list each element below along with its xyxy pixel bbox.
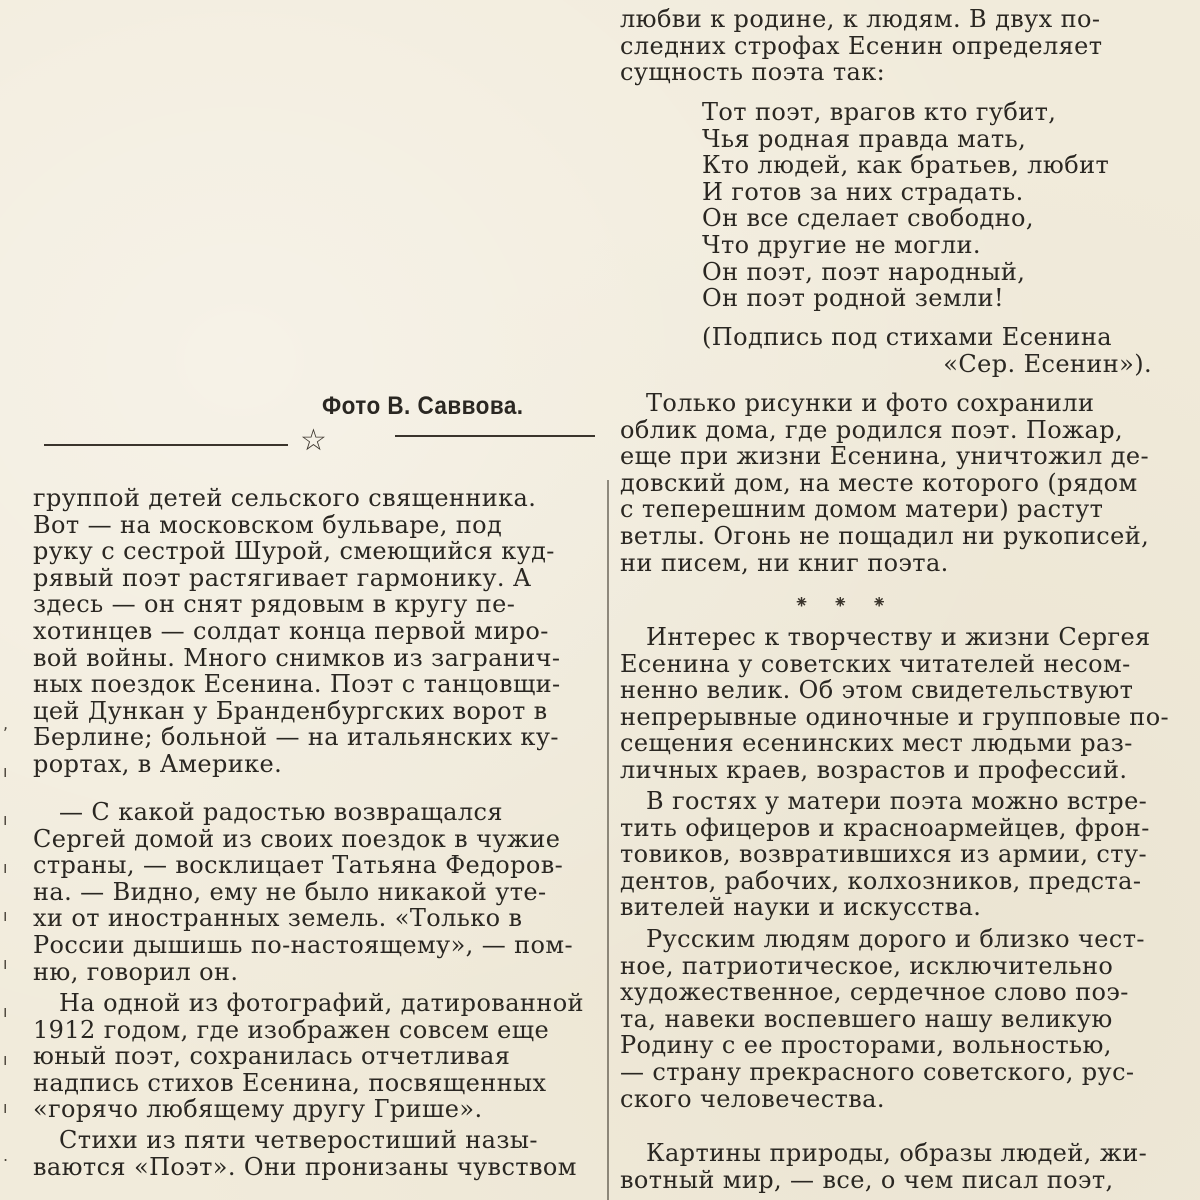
- left-paragraph-4: Стихи из пяти четверостиший назы- ваются «Поэт». Они пронизаны чувством: [33, 1126, 577, 1181]
- signature-line-2: «Сер. Есенин»).: [943, 349, 1152, 378]
- left-paragraph-3: На одной из фотографий, датированной 1912 годом, где изображен совсем еще юный поэт, сохранилась отчетливая надпись стихов Есенина, посвященных «горячо любящему другу Грише».: [33, 989, 584, 1124]
- poem-text: Тот поэт, врагов кто губит, Чья родная правда мать, Кто людей, как братьев, любит И готов за них страдать. Он все сделает свободно, Что другие не могли. Он поэт, поэт народный, Он поэт родной земли!: [702, 98, 1110, 313]
- poem-signature: [702, 324, 1152, 377]
- caption-rule-right: [395, 435, 595, 437]
- left-paragraph-2: — С какой радостью возвращался Сергей домой из своих поездок в чужие страны, — восклицает Татьяна Федоров- на. — Видно, ему не было никакой уте- хи от иностранных земель. «Только в России дышишь по-настоящему», — пом- ню, говорил он.: [33, 798, 573, 986]
- caption-rule-left: [44, 444, 288, 446]
- column-divider: [607, 480, 609, 1200]
- right-paragraph-2: Интерес к творчеству и жизни Сергея Есенина у советских читателей несом- ненно велик. Об этом свидетельствуют непрерывные одиночные и групповые по- сещения есенинских мест людьми раз- личных краев, возрастов и профессий.: [620, 623, 1170, 784]
- intro-paragraph: любви к родине, к людям. В двух по- следних строфах Есенин определяет сущность поэта так:: [620, 5, 1103, 87]
- right-paragraph-3: В гостях у матери поэта можно встре- тить офицеров и красноармейцев, фрон- товиков, возвратившихся из армии, сту- дентов, рабочих, колхозников, предста- вителей науки и искусства.: [620, 787, 1150, 922]
- photo-caption: Фото В. Саввова.: [322, 392, 524, 420]
- right-paragraph-4: Русским людям дорого и близко чест- ное, патриотическое, исключительно художественное, сердечное слово поэ- та, навеки воспевшего нашу великую Родину с ее просторами, вольностью, — страну прекрасного советского, рус- ского человечества.: [620, 925, 1145, 1113]
- left-paragraph-1: группой детей сельского священника. Вот — на московском бульваре, под руку с сестрой Шурой, смеющийся куд- рявый поэт растягивает гармонику. А здесь — он снят рядовым в кругу пе- хотинцев — солдат конца первой миро- вой войны. Много снимков из загранич- ных поездок Есенина. Поэт с танцовщи- цей Дункан у Бранденбургских ворот в Берлине; больной — на итальянских ку- рортах, в Америке.: [33, 484, 561, 778]
- right-paragraph-5: Картины природы, образы людей, жи- вотный мир, — все, о чем писал поэт,: [620, 1139, 1148, 1194]
- signature-line-1: (Подпись под стихами Есенина: [702, 323, 1113, 351]
- margin-scan-marks: , ı ı ı ı ı ı ı ı .: [3, 714, 9, 1165]
- right-paragraph-1: Только рисунки и фото сохранили облик дома, где родился поэт. Пожар, еще при жизни Есенина, уничтожил де- довский дом, на месте которого (рядом с теперешним домом матери) растут ветлы. Огонь не пощадил ни рукописей, ни писем, ни книг поэта.: [620, 389, 1150, 577]
- section-separator-stars: ⁕ ⁕ ⁕: [794, 592, 896, 613]
- star-ornament-icon: ☆: [300, 423, 327, 458]
